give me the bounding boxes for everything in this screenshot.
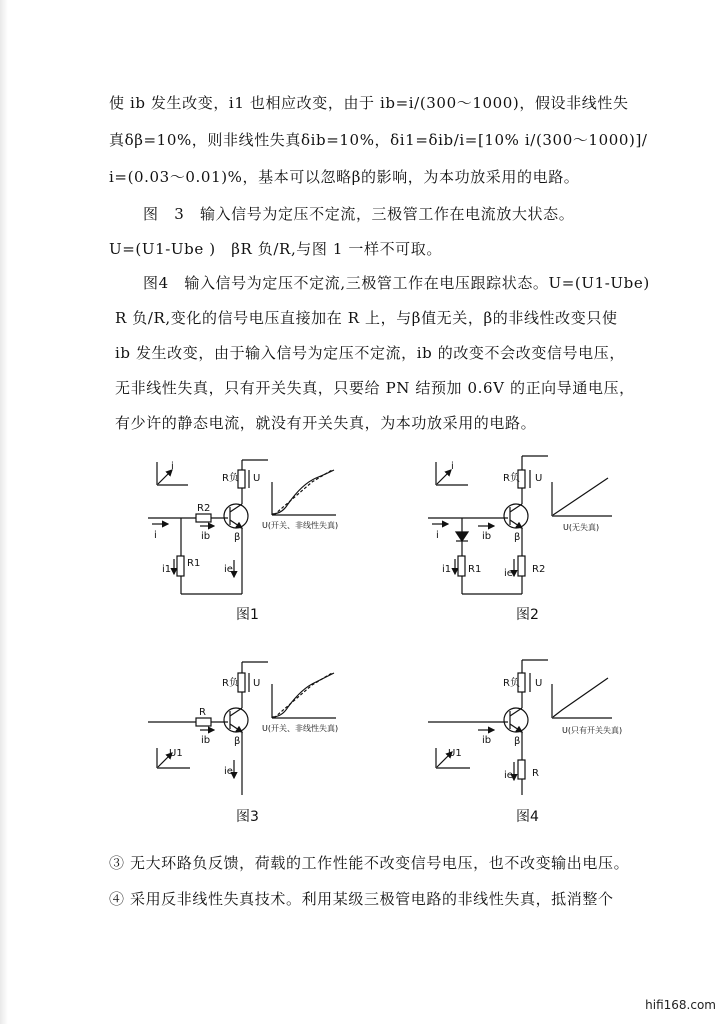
fig4-label-r: R <box>532 768 539 779</box>
fig2-label-r-load: R负 <box>503 473 520 484</box>
fig1-label-beta: β <box>234 532 241 543</box>
fig3-label-ib: ib <box>201 735 211 746</box>
text-line-4: 图 3 输入信号为定压不定流，三极管工作在电流放大状态。 <box>143 205 575 223</box>
text-line-1: 使 ib 发生改变，i1 也相应改变，由于 ib=i/(300～1000)，假设非线性失 <box>109 94 629 112</box>
fig3-label-r-load: R负 <box>222 678 239 689</box>
fig3-label-beta: β <box>234 736 241 747</box>
fig1-label-r2: R2 <box>197 503 211 514</box>
text-line-11: ③ 无大环路负反馈，荷载的工作性能不改变信号电压，也不改变输出电压。 <box>109 854 630 872</box>
figure-2-caption: 图2 <box>516 607 539 623</box>
fig4-label-u: U <box>535 678 543 689</box>
text-line-5: U=(U1-Ube ) βR 负/R,与图 1 一样不可取。 <box>109 240 442 258</box>
text-line-3: i=(0.03～0.01)%，基本可以忽略β的影响，为本功放采用的电路。 <box>109 168 580 186</box>
fig3-label-u: U <box>253 678 261 689</box>
watermark: hifi168.com <box>645 998 716 1012</box>
fig2-label-ie: ie <box>504 568 513 579</box>
fig3-label-ie: ie <box>224 766 233 777</box>
fig3-label-curve: U(开关、非线性失真) <box>262 724 339 733</box>
fig1-label-r-load: R负 <box>222 473 239 484</box>
fig4-label-ie: ie <box>504 770 513 781</box>
fig4-label-beta: β <box>514 736 521 747</box>
fig3-label-u1: U1 <box>169 748 183 759</box>
fig1-label-i1: i1 <box>162 564 172 575</box>
fig3-label-r: R <box>199 707 206 718</box>
text-line-12: ④ 采用反非线性失真技术。利用某级三极管电路的非线性失真，抵消整个 <box>109 890 614 908</box>
text-line-10: 有少许的静态电流，就没有开关失真，为本功放采用的电路。 <box>115 414 537 432</box>
fig4-label-curve: U(只有开关失真) <box>562 726 623 735</box>
fig1-label-curve: U(开关、非线性失真) <box>262 521 339 530</box>
fig4-label-u1: U1 <box>448 748 462 759</box>
fig1-label-r1: R1 <box>187 558 201 569</box>
figure-3-caption: 图3 <box>236 809 259 825</box>
text-line-9: 无非线性失真，只有开关失真，只要给 PN 结预加 0.6V 的正向导通电压， <box>115 379 635 397</box>
fig2-label-u: U <box>535 473 543 484</box>
fig2-label-r2: R2 <box>532 564 546 575</box>
figure-1-caption: 图1 <box>236 607 259 623</box>
fig4-label-r-load: R负 <box>503 678 520 689</box>
fig1-label-ib: ib <box>201 531 211 542</box>
fig1-label-i-in: i <box>154 530 157 541</box>
fig1-label-ie: ie <box>224 564 233 575</box>
fig4-label-ib: ib <box>482 735 492 746</box>
figure-4-caption: 图4 <box>516 809 539 825</box>
fig2-label-i-axis: i <box>451 461 454 472</box>
text-line-6: 图4 输入信号为定压不定流,三极管工作在电压跟踪状态。U=(U1-Ube) <box>143 274 650 292</box>
fig2-label-r1: R1 <box>468 564 482 575</box>
fig1-label-i-axis: i <box>171 461 174 472</box>
text-line-7: R 负/R,变化的信号电压直接加在 R 上，与β值无关，β的非线性改变只使 <box>115 309 618 327</box>
text-line-8: ib 发生改变，由于输入信号为定压不定流，ib 的改变不会改变信号电压， <box>115 344 625 362</box>
fig2-label-i-in: i <box>436 530 439 541</box>
fig1-label-u: U <box>253 473 261 484</box>
fig2-label-i1: i1 <box>442 564 452 575</box>
fig2-label-curve: U(无失真) <box>563 523 600 532</box>
fig2-label-beta: β <box>514 532 521 543</box>
fig2-label-ib: ib <box>482 531 492 542</box>
text-line-2: 真δβ=10%，则非线性失真δib=10%，δi1=δib/i=[10% i/(300～1000)]/ <box>109 131 648 149</box>
